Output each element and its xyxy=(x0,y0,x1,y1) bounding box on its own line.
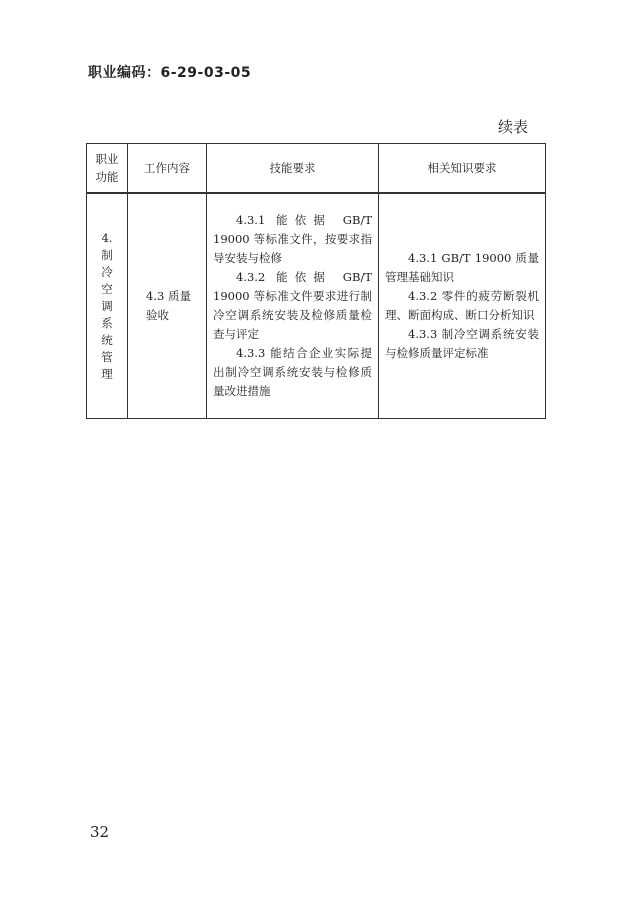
continued-label: 续表 xyxy=(498,118,529,136)
function-vertical-text: 4. 制 冷 空 调 系 统 管 理 xyxy=(101,230,113,381)
header-work-content: 工作内容 xyxy=(128,144,207,194)
header-knowledge: 相关知识要求 xyxy=(379,144,546,194)
table-header-row xyxy=(87,144,546,194)
skill-item: 4.3.3 能结合企业实际提出制冷空调系统安装与检修质量改进措施 xyxy=(213,346,372,398)
page-number: 32 xyxy=(90,823,110,841)
cell-function xyxy=(87,193,128,419)
table-row xyxy=(87,193,546,419)
skill-item: 4.3.2 能依据 GB/T 19000 等标准文件要求进行制冷空调系统安装及检修质量检查与评定 xyxy=(213,270,372,341)
occupation-code: 职业编码：6-29-03-05 xyxy=(88,65,252,81)
header-skills: 技能要求 xyxy=(207,144,379,194)
knowledge-item: 4.3.2 零件的疲劳断裂机理、断面构成、断口分析知识 xyxy=(385,289,539,322)
function-number: 4. xyxy=(101,230,113,245)
knowledge-item: 4.3.1 GB/T 19000 质量管理基础知识 xyxy=(385,251,539,284)
work-content-text: 4.3 质量验收 xyxy=(146,289,191,322)
requirements-table xyxy=(86,143,546,419)
skill-item: 4.3.1 能依据 GB/T 19000 等标准文件，按要求指导安装与检修 xyxy=(213,213,372,265)
cell-skills xyxy=(207,193,379,419)
cell-knowledge xyxy=(379,193,546,419)
cell-work-content xyxy=(128,193,207,419)
knowledge-item: 4.3.3 制冷空调系统安装与检修质量评定标准 xyxy=(385,327,539,360)
header-function: 职业功能 xyxy=(87,144,128,194)
